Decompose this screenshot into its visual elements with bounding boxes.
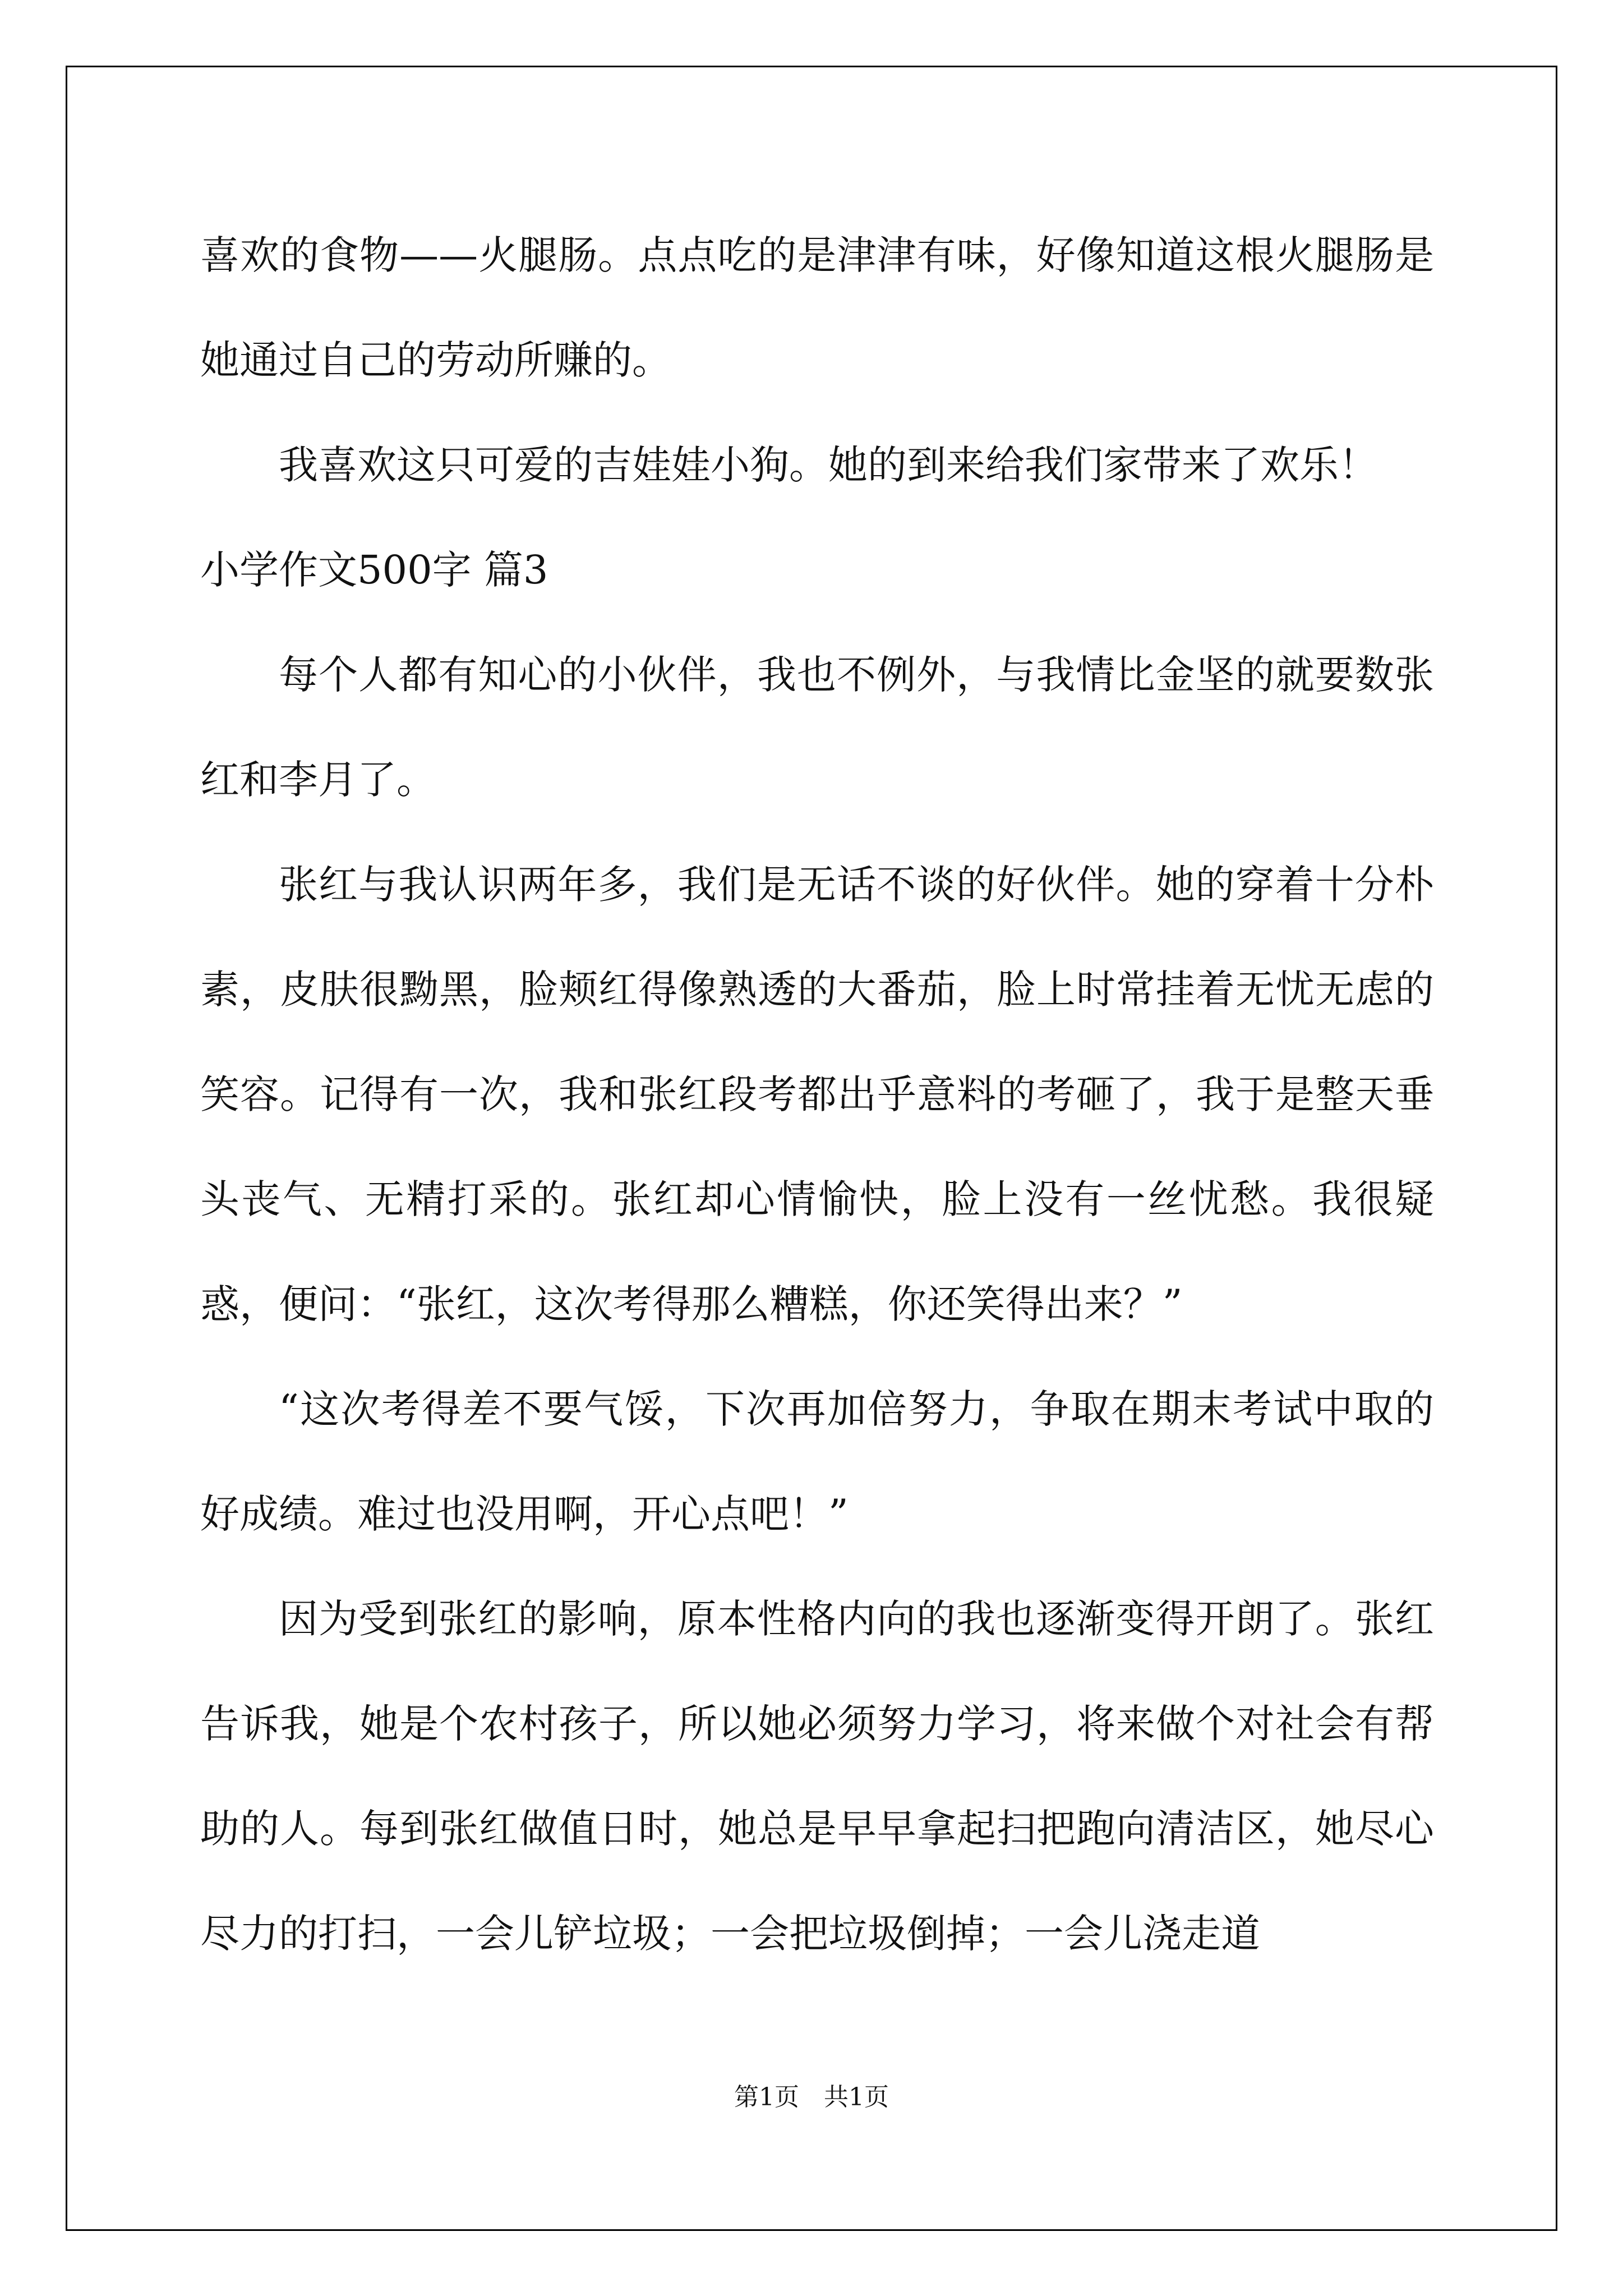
- paragraph-2: 我喜欢这只可爱的吉娃娃小狗。她的到来给我们家带来了欢乐！: [279, 442, 1378, 488]
- paragraph-6: 因为受到张红的影响，原本性格内向的我也逐渐变得开朗了。张红告诉我，她是个农村孩子，所以她必须努力学习，将来做个对社会有帮助的人。每到张红做值日时，她总是早早拿起扫把跑向清洁区，她尽心尽力的打扫，一会儿铲垃圾；一会把垃圾倒掉；一会儿浇走道: [200, 1596, 1434, 1957]
- section-heading: 小学作文500字 篇3: [200, 547, 548, 593]
- page-footer: 第1页 共1页: [734, 2083, 889, 2111]
- paragraph-1: 喜欢的食物——火腿肠。点点吃的是津津有味，好像知道这根火腿肠是她通过自己的劳动所赚的。: [200, 232, 1434, 383]
- paragraph-4: 张红与我认识两年多，我们是无话不谈的好伙伴。她的穿着十分朴素，皮肤很黝黑，脸颊红得像熟透的大番茄，脸上时常挂着无忧无虑的笑容。记得有一次，我和张红段考都出乎意料的考砸了，我于是整天垂头丧气、无精打采的。张红却心情愉快，脸上没有一丝忧愁。我很疑惑，便问：“张红，这次考得那么糟糕，你还笑得出来？”: [200, 862, 1434, 1327]
- document-body: [200, 203, 1434, 1986]
- paragraph-3: 每个人都有知心的小伙伴，我也不例外，与我情比金坚的就要数张红和李月了。: [200, 652, 1434, 803]
- paragraph-5: “这次考得差不要气馁，下次再加倍努力，争取在期末考试中取的好成绩。难过也没用啊，开心点吧！”: [200, 1386, 1434, 1537]
